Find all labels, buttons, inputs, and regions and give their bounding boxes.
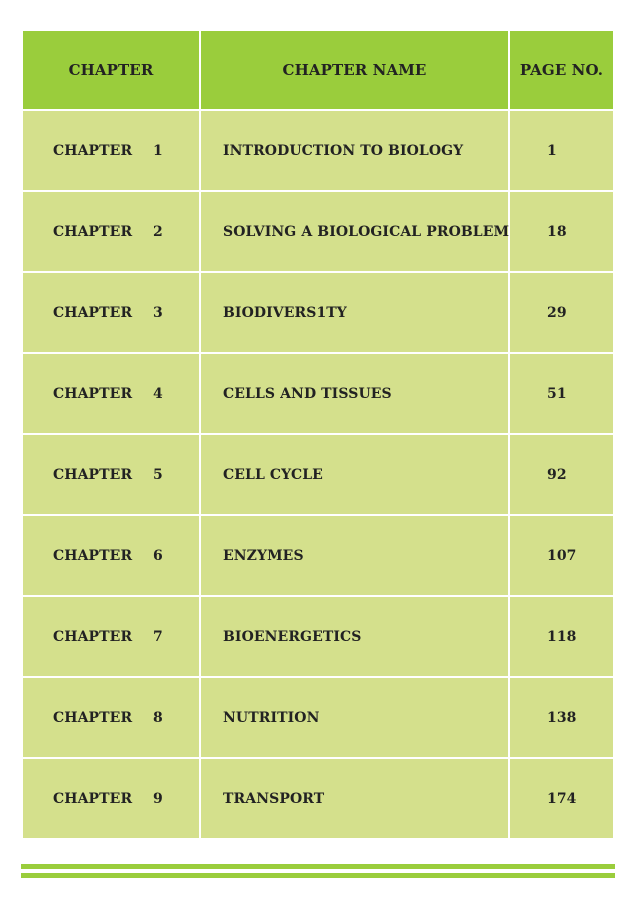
page-number: 138 — [509, 677, 614, 758]
table-row — [22, 353, 614, 434]
chapter-label: CHAPTER — [53, 304, 133, 321]
chapter-cell — [22, 191, 200, 272]
chapter-name: TRANSPORT — [200, 758, 509, 839]
table-row — [22, 434, 614, 515]
chapter-cell — [22, 434, 200, 515]
page-number: 107 — [509, 515, 614, 596]
table-row — [22, 758, 614, 839]
chapter-label: CHAPTER — [53, 466, 133, 483]
chapter-number: 9 — [153, 790, 163, 807]
page-number: 18 — [509, 191, 614, 272]
chapter-label: CHAPTER — [53, 547, 133, 564]
header-page-no: PAGE NO. — [509, 30, 614, 110]
chapter-cell — [22, 758, 200, 839]
table-of-contents — [21, 29, 615, 840]
chapter-label: CHAPTER — [53, 385, 133, 402]
chapter-cell — [22, 110, 200, 191]
table-row — [22, 515, 614, 596]
table-row — [22, 272, 614, 353]
page-number: 92 — [509, 434, 614, 515]
footer-rule-top — [21, 864, 615, 869]
chapter-cell — [22, 596, 200, 677]
chapter-name: CELLS AND TISSUES — [200, 353, 509, 434]
chapter-label: CHAPTER — [53, 709, 133, 726]
chapter-cell — [22, 515, 200, 596]
chapter-name: BIOENERGETICS — [200, 596, 509, 677]
chapter-label: CHAPTER — [53, 628, 133, 645]
chapter-label: CHAPTER — [53, 142, 133, 159]
chapter-number: 5 — [153, 466, 163, 483]
header-chapter: CHAPTER — [22, 30, 200, 110]
table-row — [22, 596, 614, 677]
page-number: 51 — [509, 353, 614, 434]
chapter-name: ENZYMES — [200, 515, 509, 596]
page-number: 174 — [509, 758, 614, 839]
toc-body — [22, 110, 614, 839]
chapter-number: 3 — [153, 304, 163, 321]
footer-rule-bottom — [21, 873, 615, 878]
chapter-name: NUTRITION — [200, 677, 509, 758]
table-row — [22, 110, 614, 191]
chapter-number: 4 — [153, 385, 163, 402]
chapter-number: 7 — [153, 628, 163, 645]
toc-header — [22, 30, 614, 110]
table-row — [22, 677, 614, 758]
chapter-cell — [22, 272, 200, 353]
toc-header-row — [22, 30, 614, 110]
page-number: 29 — [509, 272, 614, 353]
chapter-cell — [22, 353, 200, 434]
chapter-label: CHAPTER — [53, 223, 133, 240]
chapter-name: BIODIVERS1TY — [200, 272, 509, 353]
chapter-number: 8 — [153, 709, 163, 726]
page-number: 118 — [509, 596, 614, 677]
chapter-number: 2 — [153, 223, 163, 240]
chapter-label: CHAPTER — [53, 790, 133, 807]
header-chapter-name: CHAPTER NAME — [200, 30, 509, 110]
chapter-number: 1 — [153, 142, 163, 159]
chapter-name: INTRODUCTION TO BIOLOGY — [200, 110, 509, 191]
page-number: 1 — [509, 110, 614, 191]
chapter-number: 6 — [153, 547, 163, 564]
chapter-cell — [22, 677, 200, 758]
table-row — [22, 191, 614, 272]
chapter-name: SOLVING A BIOLOGICAL PROBLEM — [200, 191, 509, 272]
chapter-name: CELL CYCLE — [200, 434, 509, 515]
